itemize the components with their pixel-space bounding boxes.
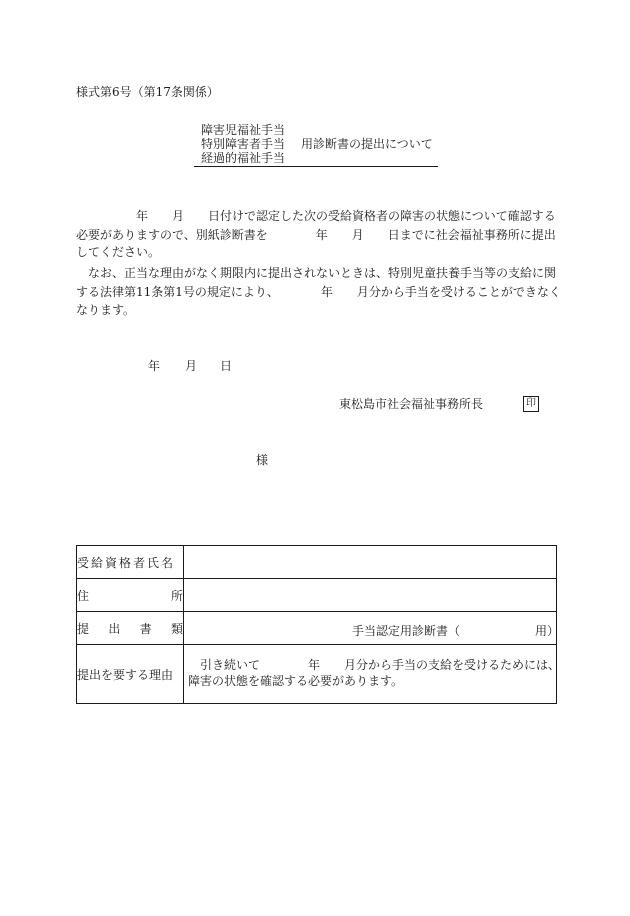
body-line-2: 必要がありますので、別紙診断書を 年 月 日までに社会福祉事務所に提出 (76, 228, 556, 242)
recipient-info-table (76, 545, 561, 704)
date-year: 年 (148, 359, 161, 373)
body-line-4: なお、正当な理由がなく期限内に提出されないときは、特別児童扶養手当等の支給に関 (76, 266, 557, 280)
documents-field[interactable] (184, 612, 560, 645)
addressee-suffix: 様 (256, 453, 269, 467)
form-number: 様式第6号（第17条関係） (76, 85, 219, 99)
date-month: 月 (185, 359, 198, 373)
recipient-name-field[interactable] (184, 546, 557, 579)
documents-label-char-2: 出 (108, 621, 121, 636)
allowance-special-disability: 特別障害者手当 (201, 137, 286, 151)
reason-line-2: 障害の状態を確認する必要があります。 (188, 674, 404, 688)
table-row-recipient-name (77, 546, 557, 579)
table-row-documents (77, 612, 557, 645)
allowance-child-disability: 障害児福祉手当 (201, 123, 286, 137)
body-line-3: してください。 (76, 245, 161, 259)
issuer-office: 東松島市社会福祉事務所長 (339, 397, 484, 411)
table-row-address (77, 579, 557, 612)
document-subject: 用診断書の提出について (301, 137, 433, 151)
documents-label-char-4: 類 (170, 621, 183, 636)
seal-mark: 印 (523, 396, 539, 412)
address-label-char-1: 住 (77, 588, 90, 603)
body-line-1: 年 月 日付けで認定した次の受給資格者の障害の状態について確認する (76, 209, 556, 223)
recipient-name-label: 受給資格者氏名 (77, 546, 184, 579)
body-line-6: なります。 (76, 303, 136, 317)
reason-field (184, 645, 561, 704)
address-label-char-2: 所 (170, 588, 183, 603)
reason-line-1: 引き続いて 年 月分から手当の支給を受けるためには、 (188, 658, 561, 673)
address-label (77, 579, 184, 612)
title-underline (194, 166, 438, 167)
date-day: 日 (220, 359, 233, 373)
table-row-reason (77, 645, 557, 704)
allowance-transitional-welfare: 経過的福祉手当 (201, 151, 286, 165)
reason-label: 提出を要する理由 (77, 645, 184, 704)
documents-value-end: 用） (535, 624, 560, 638)
body-line-5: する法律第11条第1号の規定により、 年 月分から手当を受けることができなく (76, 285, 561, 299)
address-field[interactable] (184, 579, 557, 612)
documents-label-char-1: 提 (77, 621, 90, 636)
documents-label-char-3: 書 (139, 621, 152, 636)
documents-label (77, 612, 184, 645)
documents-value-start: 手当認定用診断書（ (352, 624, 461, 638)
